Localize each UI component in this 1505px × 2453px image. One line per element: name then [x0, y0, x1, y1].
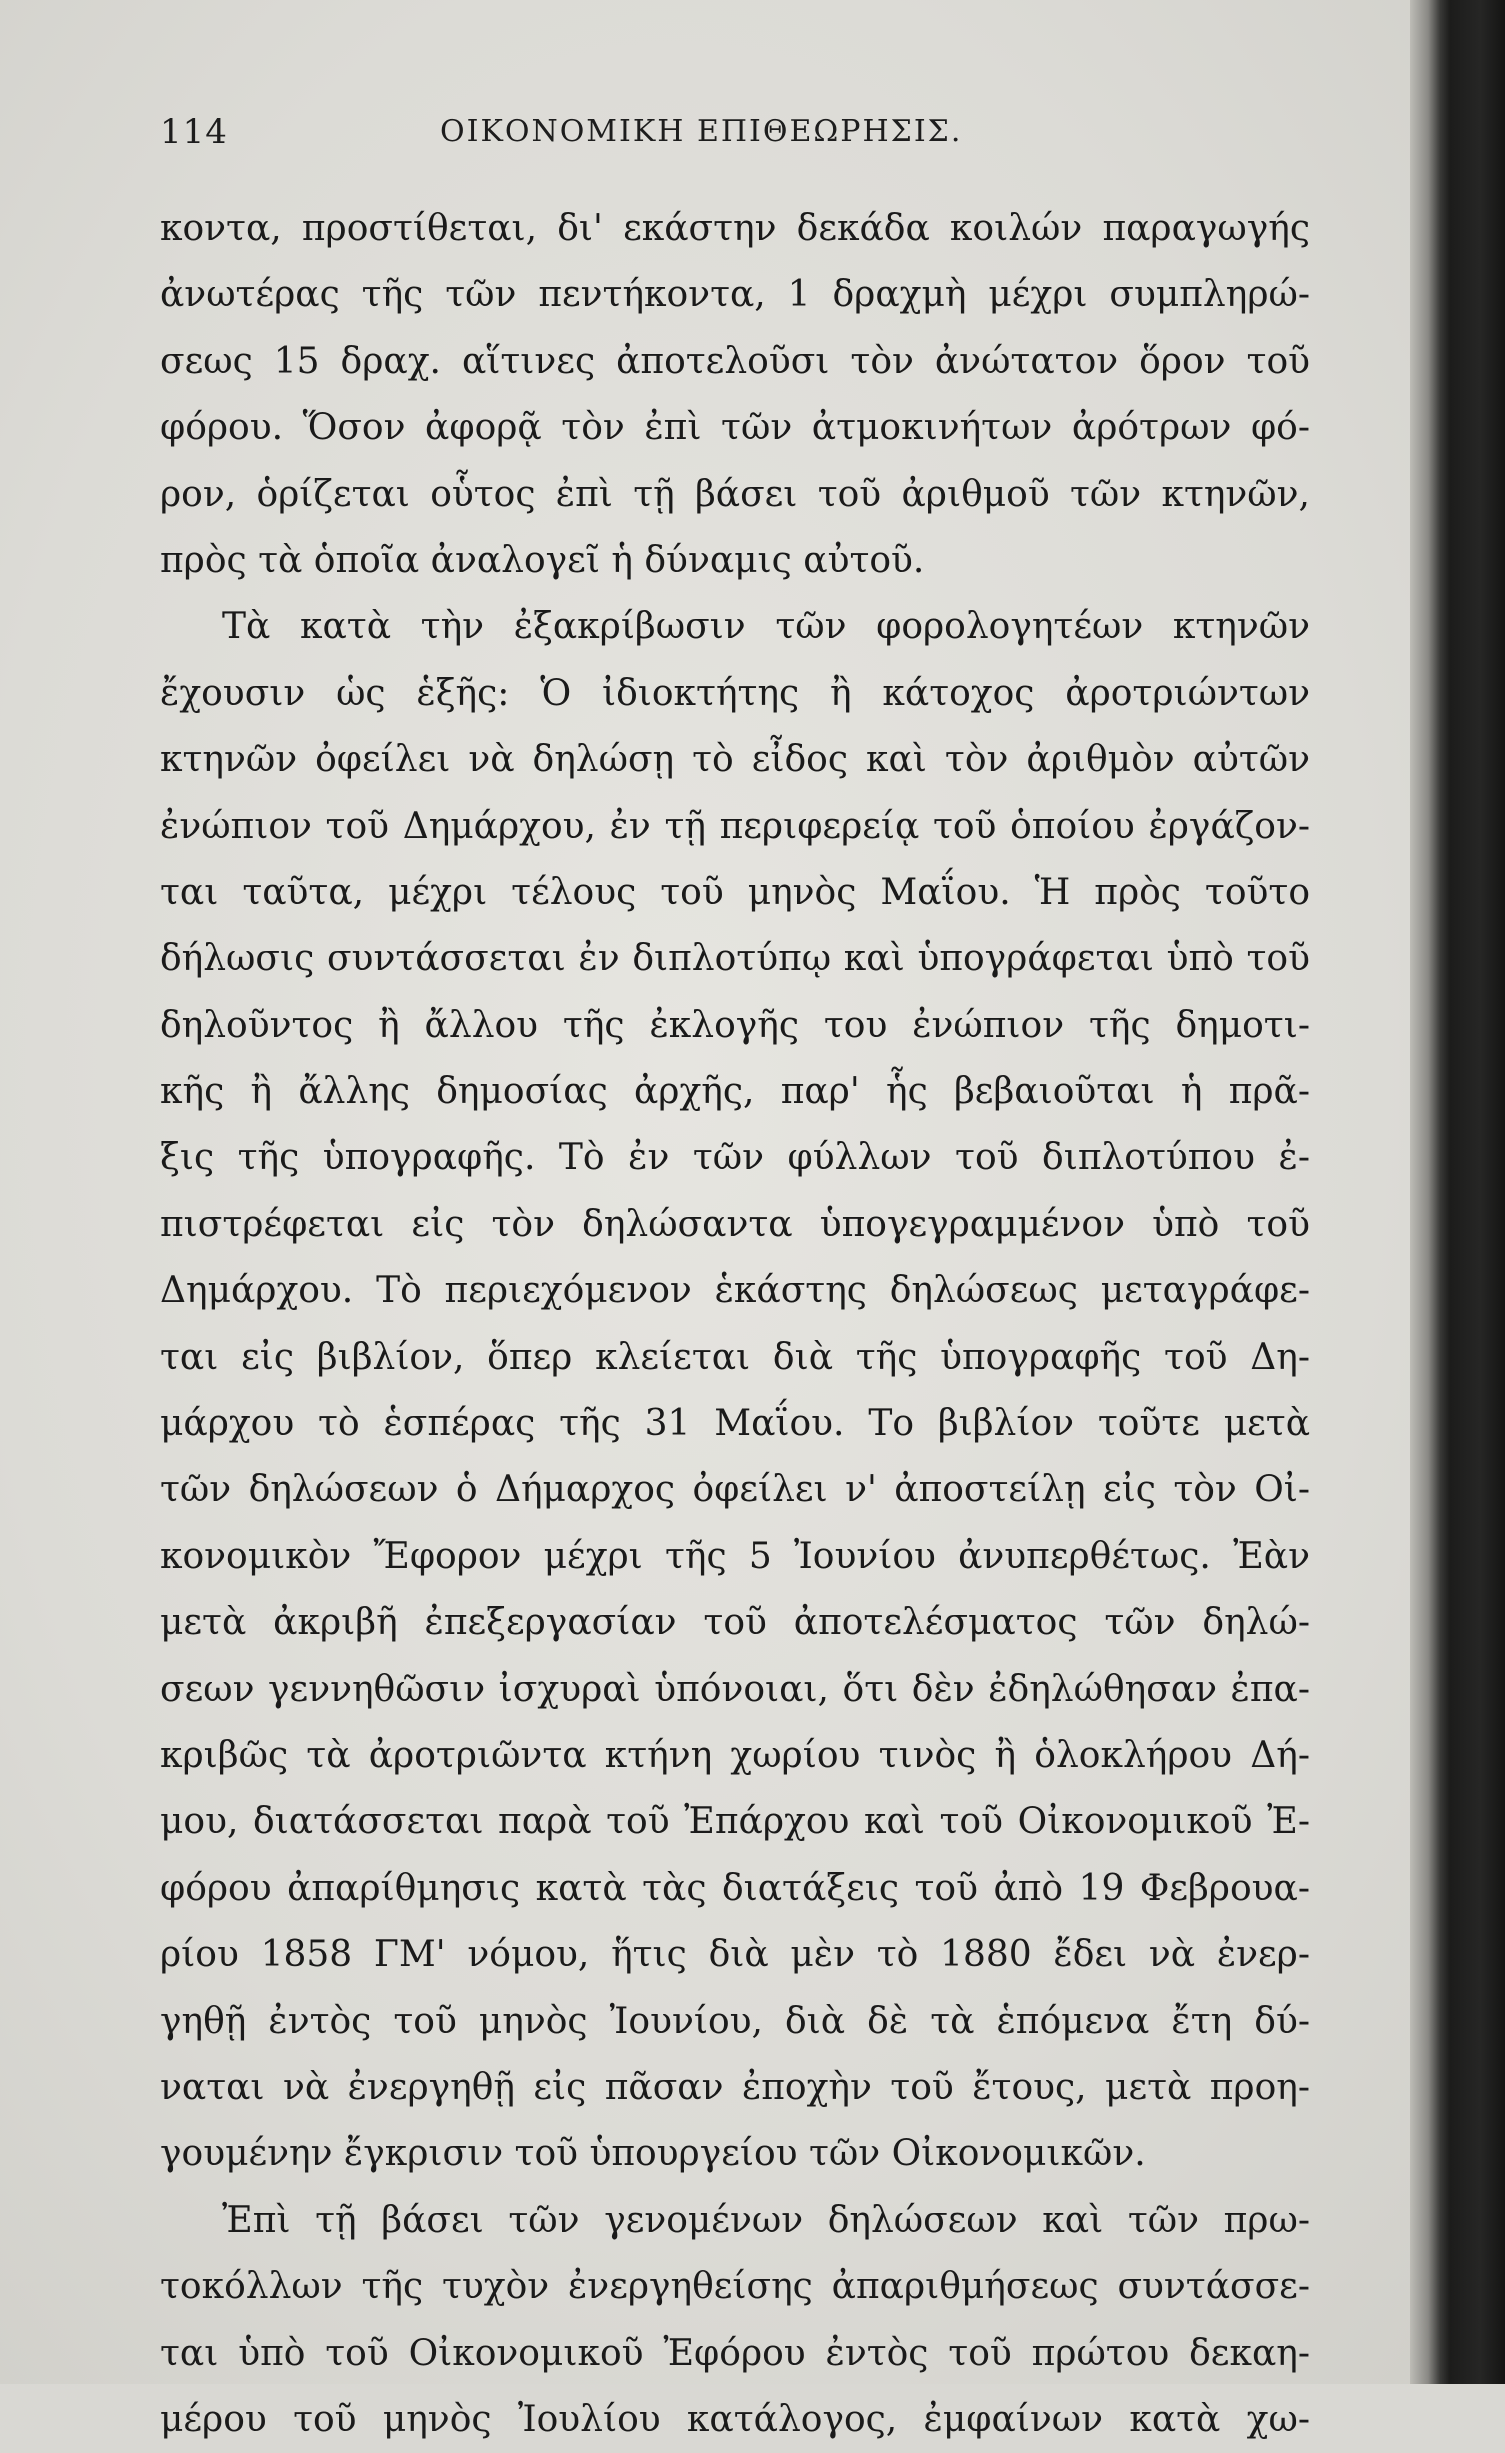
text-line: γηθῇ ἐντὸς τοῦ μηνὸς Ἰουνίου, διὰ δὲ τὰ ἑπόμενα ἔτη δύ-: [160, 2000, 1310, 2042]
text-line: φόρου ἀπαρίθμησις κατὰ τὰς διατάξεις τοῦ ἀπὸ 19 Φεβρουα-: [160, 1867, 1310, 1909]
text-line: ναται νὰ ἐνεργηθῇ εἰς πᾶσαν ἐποχὴν τοῦ ἔτους, μετὰ προη-: [160, 2066, 1310, 2108]
running-head: [160, 112, 1320, 162]
text-line: κριβῶς τὰ ἀροτριῶντα κτήνη χωρίου τινὸς ἢ ὁλοκλήρου Δή-: [160, 1734, 1310, 1776]
paragraph-start-line: Ἐπὶ τῇ βάσει τῶν γενομένων δηλώσεων καὶ τῶν πρω-: [222, 2199, 1310, 2241]
text-line: κονομικὸν Ἔφορον μέχρι τῆς 5 Ἰουνίου ἀνυπερθέτως. Ἐὰν: [160, 1535, 1310, 1577]
book-spine-shadow: [1410, 0, 1505, 2384]
paragraph-start-line: Τὰ κατὰ τὴν ἐξακρίβωσιν τῶν φορολογητέων κτηνῶν: [222, 606, 1310, 648]
text-line: ἔχουσιν ὡς ἑξῆς: Ὁ ἰδιοκτήτης ἢ κάτοχος ἀροτριώντων: [160, 672, 1310, 714]
text-line: σεων γεννηθῶσιν ἰσχυραὶ ὑπόνοιαι, ὅτι δὲν ἐδηλώθησαν ἐπα-: [160, 1668, 1310, 1710]
text-line: ἐνώπιον τοῦ Δημάρχου, ἐν τῇ περιφερείᾳ τοῦ ὁποίου ἐργάζον-: [160, 805, 1310, 847]
text-line: πιστρέφεται εἰς τὸν δηλώσαντα ὑπογεγραμμένον ὑπὸ τοῦ: [160, 1203, 1310, 1245]
text-line: ται εἰς βιβλίον, ὅπερ κλείεται διὰ τῆς ὑπογραφῆς τοῦ Δη-: [160, 1336, 1310, 1378]
text-line: σεως 15 δραχ. αἵτινες ἀποτελοῦσι τὸν ἀνώτατον ὅρον τοῦ: [160, 340, 1310, 382]
text-line: Δημάρχου. Τὸ περιεχόμενον ἑκάστης δηλώσεως μεταγράφε-: [160, 1270, 1310, 1312]
text-line: γουμένην ἔγκρισιν τοῦ ὑπουργείου τῶν Οἰκονομικῶν.: [160, 2133, 1146, 2175]
text-line: ται ὑπὸ τοῦ Οἰκονομικοῦ Ἐφόρου ἐντὸς τοῦ πρώτου δεκαη-: [160, 2332, 1310, 2374]
text-line: φόρου. Ὅσον ἀφορᾷ τὸν ἐπὶ τῶν ἀτμοκινήτων ἀρότρων φό-: [160, 407, 1310, 449]
text-line: μετὰ ἀκριβῆ ἐπεξεργασίαν τοῦ ἀποτελέσματος τῶν δηλώ-: [160, 1602, 1310, 1644]
page-number: 114: [160, 112, 228, 152]
text-line: ρίου 1858 ΓΜ' νόμου, ἥτις διὰ μὲν τὸ 1880 ἔδει νὰ ἐνερ-: [160, 1934, 1310, 1976]
text-line: πρὸς τὰ ὁποῖα ἀναλογεῖ ἡ δύναμις αὐτοῦ.: [160, 539, 925, 581]
text-line: μου, διατάσσεται παρὰ τοῦ Ἐπάρχου καὶ τοῦ Οἰκονομικοῦ Ἐ-: [160, 1801, 1310, 1843]
text-line: τῶν δηλώσεων ὁ Δήμαρχος ὀφείλει ν' ἀποστείλῃ εἰς τὸν Οἰ-: [160, 1469, 1310, 1511]
text-line: κοντα, προστίθεται, δι' εκάστην δεκάδα κοιλών παραγωγής: [160, 208, 1310, 249]
body-text: [160, 196, 1310, 2453]
text-line: κῆς ἢ ἄλλης δημοσίας ἀρχῆς, παρ' ἧς βεβαιοῦται ἡ πρᾶ-: [160, 1071, 1310, 1113]
text-line: μέρου τοῦ μηνὸς Ἰουλίου κατάλογος, ἐμφαίνων κατὰ χω-: [160, 2398, 1310, 2440]
text-line: δήλωσις συντάσσεται ἐν διπλοτύπῳ καὶ ὑπογράφεται ὑπὸ τοῦ: [160, 938, 1310, 980]
text-line: ρον, ὁρίζεται οὗτος ἐπὶ τῇ βάσει τοῦ ἀριθμοῦ τῶν κτηνῶν,: [160, 473, 1310, 515]
text-line: ἀνωτέρας τῆς τῶν πεντήκοντα, 1 δραχμὴ μέχρι συμπληρώ-: [160, 274, 1310, 316]
text-line: τοκόλλων τῆς τυχὸν ἐνεργηθείσης ἀπαριθμήσεως συντάσσε-: [160, 2266, 1310, 2308]
text-line: μάρχου τὸ ἑσπέρας τῆς 31 Μαΐου. Το βιβλίον τοῦτε μετὰ: [160, 1403, 1310, 1445]
text-line: ται ταῦτα, μέχρι τέλους τοῦ μηνὸς Μαΐου. Ἡ πρὸς τοῦτο: [160, 871, 1310, 913]
text-line: κτηνῶν ὀφείλει νὰ δηλώσῃ τὸ εἶδος καὶ τὸν ἀριθμὸν αὐτῶν: [160, 739, 1310, 781]
text-line: δηλοῦντος ἢ ἄλλου τῆς ἐκλογῆς του ἐνώπιον τῆς δημοτι-: [160, 1004, 1310, 1046]
text-line: ξις τῆς ὑπογραφῆς. Τὸ ἐν τῶν φύλλων τοῦ διπλοτύπου ἐ-: [160, 1137, 1310, 1179]
journal-title: ΟΙΚΟΝΟΜΙΚΗ ΕΠΙΘΕΩΡΗΣΙΣ.: [440, 114, 963, 149]
